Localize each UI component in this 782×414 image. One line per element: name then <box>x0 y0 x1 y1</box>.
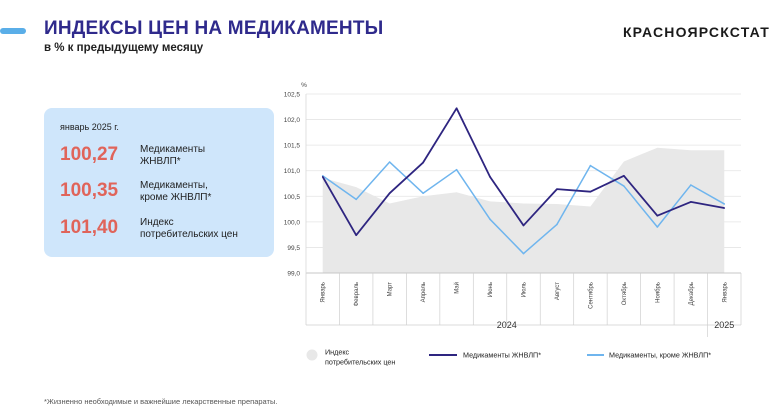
x-tick-label: Апрель <box>421 282 428 303</box>
y-tick-label: 101,0 <box>283 168 300 176</box>
x-tick-label: Июнь <box>488 282 495 298</box>
point-vital-drugs <box>355 234 357 236</box>
stat-label-line: Медикаменты <box>140 144 206 155</box>
point-vital-drugs <box>523 225 525 227</box>
y-tick-label: 100,0 <box>283 219 300 227</box>
point-vital-drugs <box>456 108 458 110</box>
point-other-drugs <box>489 219 491 221</box>
legend-label-cpi: потребительских цен <box>325 357 396 367</box>
x-tick-label: Май <box>454 282 461 294</box>
x-tick-label: Ноябрь <box>655 282 662 303</box>
stat-label-line: Индекс <box>140 217 174 228</box>
x-tick-label: Сентябрь <box>588 282 595 309</box>
x-tick-label: Июль <box>521 282 528 298</box>
point-other-drugs <box>389 161 391 163</box>
point-other-drugs <box>590 165 592 167</box>
point-other-drugs <box>723 203 725 205</box>
x-tick-label: Октябрь <box>621 282 628 306</box>
point-vital-drugs <box>723 207 725 209</box>
stat-value-vital-drugs: 100,27 <box>60 144 119 165</box>
legend-label-vital-drugs: Медикаменты ЖНВЛП* <box>463 350 541 360</box>
x-tick-label: Февраль <box>354 282 361 307</box>
y-tick-label: 101,5 <box>283 142 300 150</box>
stats-period: январь 2025 г. <box>60 122 119 132</box>
stat-label-line: потребительских цен <box>140 229 238 240</box>
y-tick-label: 99,5 <box>287 244 300 252</box>
point-vital-drugs <box>657 215 659 217</box>
legend-label-cpi: Индекс <box>325 347 350 357</box>
point-other-drugs <box>355 199 357 201</box>
y-tick-label: 102,0 <box>283 117 300 125</box>
point-vital-drugs <box>623 175 625 177</box>
x-tick-label: Август <box>554 282 561 301</box>
point-vital-drugs <box>322 176 324 178</box>
stat-label-line: Медикаменты, <box>140 180 208 191</box>
y-tick-label: 102,5 <box>283 91 300 99</box>
point-vital-drugs <box>556 188 558 190</box>
point-vital-drugs <box>422 162 424 164</box>
x-tick-label: Январь <box>722 282 729 303</box>
y-unit-label: % <box>301 82 307 89</box>
page-subtitle: в % к предыдущему месяцу <box>44 42 204 54</box>
point-other-drugs <box>623 185 625 187</box>
legend-swatch-cpi <box>307 350 318 361</box>
point-other-drugs <box>556 224 558 226</box>
x-tick-label: Март <box>387 282 394 297</box>
y-tick-label: 99,0 <box>287 270 300 278</box>
footnote: *Жизненно необходимые и важнейшие лекарственные препараты. <box>44 397 278 406</box>
point-other-drugs <box>690 184 692 186</box>
point-vital-drugs <box>389 192 391 194</box>
point-other-drugs <box>422 192 424 194</box>
x-tick-label: Январь <box>320 282 327 303</box>
y-tick-label: 100,5 <box>283 193 300 201</box>
x-tick-label: Декабрь <box>688 282 695 306</box>
stat-label-line: кроме ЖНВЛП* <box>140 192 212 203</box>
point-other-drugs <box>657 226 659 228</box>
point-other-drugs <box>456 169 458 171</box>
year-label: 2025 <box>714 320 735 330</box>
year-label: 2024 <box>496 320 517 330</box>
legend-label-other-drugs: Медикаменты, кроме ЖНВЛП* <box>609 350 712 360</box>
stat-value-other-drugs: 100,35 <box>60 180 119 201</box>
point-vital-drugs <box>590 191 592 193</box>
point-vital-drugs <box>690 201 692 203</box>
stat-value-cpi: 101,40 <box>60 217 119 238</box>
point-vital-drugs <box>489 176 491 178</box>
brand-logo: КРАСНОЯРСКСТАТ <box>622 24 770 40</box>
stat-label-line: ЖНВЛП* <box>140 156 181 167</box>
point-other-drugs <box>523 253 525 255</box>
page-title: ИНДЕКСЫ ЦЕН НА МЕДИКАМЕНТЫ <box>44 18 384 39</box>
